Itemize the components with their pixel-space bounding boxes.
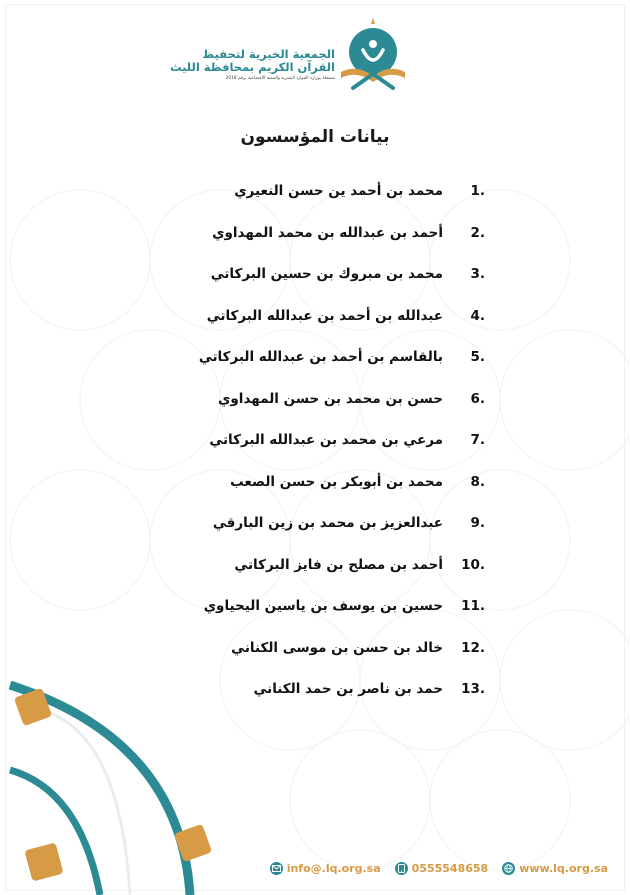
founder-number: .8: [470, 473, 485, 490]
founders-list: [155, 183, 485, 723]
founder-name: محمد بن أبوبكر بن حسن الصعب: [230, 473, 443, 490]
founder-item: [155, 557, 485, 599]
founder-item: [155, 349, 485, 391]
logo-text: [169, 47, 335, 81]
email-text: info@.lq.org.sa: [286, 861, 381, 875]
founder-number: .11: [461, 598, 485, 614]
founder-number: .10: [461, 556, 485, 573]
org-name-line2: القرآن الكريم بمحافظة الليث: [169, 60, 335, 74]
founder-number: .2: [470, 224, 485, 241]
footer-website[interactable]: [502, 862, 608, 875]
founder-item: [155, 598, 485, 640]
founder-number: .4: [470, 307, 485, 324]
org-name-line1: الجمعية الخيرية لتحفيظ: [202, 47, 335, 61]
founder-name: أحمد بن عبدالله بن محمد المهداوي: [212, 224, 443, 241]
contact-footer: [270, 858, 608, 878]
founder-item: [155, 183, 485, 225]
founder-number: .6: [470, 390, 485, 407]
founder-name: مرعي بن محمد بن عبدالله البركاتي: [209, 432, 443, 448]
founder-item: [155, 432, 485, 474]
founder-name: حسن بن محمد بن حسن المهداوي: [218, 390, 443, 407]
phone-text: 0555548658: [411, 861, 489, 875]
quran-logo-icon: [333, 14, 413, 94]
organization-logo: [169, 14, 410, 94]
founder-item: [155, 308, 485, 350]
founder-name: حمد بن ناصر بن حمد الكناني: [253, 681, 443, 697]
globe-icon: [502, 862, 515, 875]
founder-number: .1: [470, 183, 485, 199]
founder-name: حسين بن يوسف بن ياسين اليحياوي: [203, 598, 443, 614]
footer-phone[interactable]: [395, 862, 489, 875]
founder-item: [155, 225, 485, 267]
founder-name: عبدالله بن أحمد بن عبدالله البركاتي: [206, 307, 443, 324]
founder-number: .3: [470, 266, 485, 282]
founder-number: .12: [461, 639, 485, 656]
founder-item: [155, 474, 485, 516]
founder-item: [155, 266, 485, 308]
founder-number: .7: [470, 432, 485, 448]
footer-email[interactable]: [270, 862, 381, 875]
founder-name: خالد بن حسن بن موسى الكناني: [231, 639, 443, 656]
founder-name: محمد بن أحمد ين حسن النعيري: [234, 183, 443, 199]
founder-number: .13: [461, 681, 485, 697]
phone-icon: [395, 862, 408, 875]
founder-name: أحمد بن مصلح بن فايز البركاتي: [234, 556, 443, 573]
founder-name: عبدالعزيز بن محمد بن زين البارقي: [212, 515, 443, 531]
founder-item: [155, 515, 485, 557]
founder-name: محمد بن مبروك بن حسين البركاتي: [210, 266, 443, 282]
email-icon: [270, 862, 283, 875]
corner-ornament: [0, 670, 240, 895]
page-title: بيانات المؤسسون: [240, 127, 390, 147]
founder-number: .5: [470, 349, 485, 365]
founder-name: بالقاسم بن أحمد بن عبدالله البركاتي: [198, 349, 443, 365]
founder-number: .9: [470, 515, 485, 531]
org-registration: مسجلة بوزارة الموارد البشرية والتنمية الاجتماعية برقم 2018: [225, 76, 335, 81]
website-text: www.lq.org.sa: [519, 861, 608, 875]
founder-item: [155, 391, 485, 433]
